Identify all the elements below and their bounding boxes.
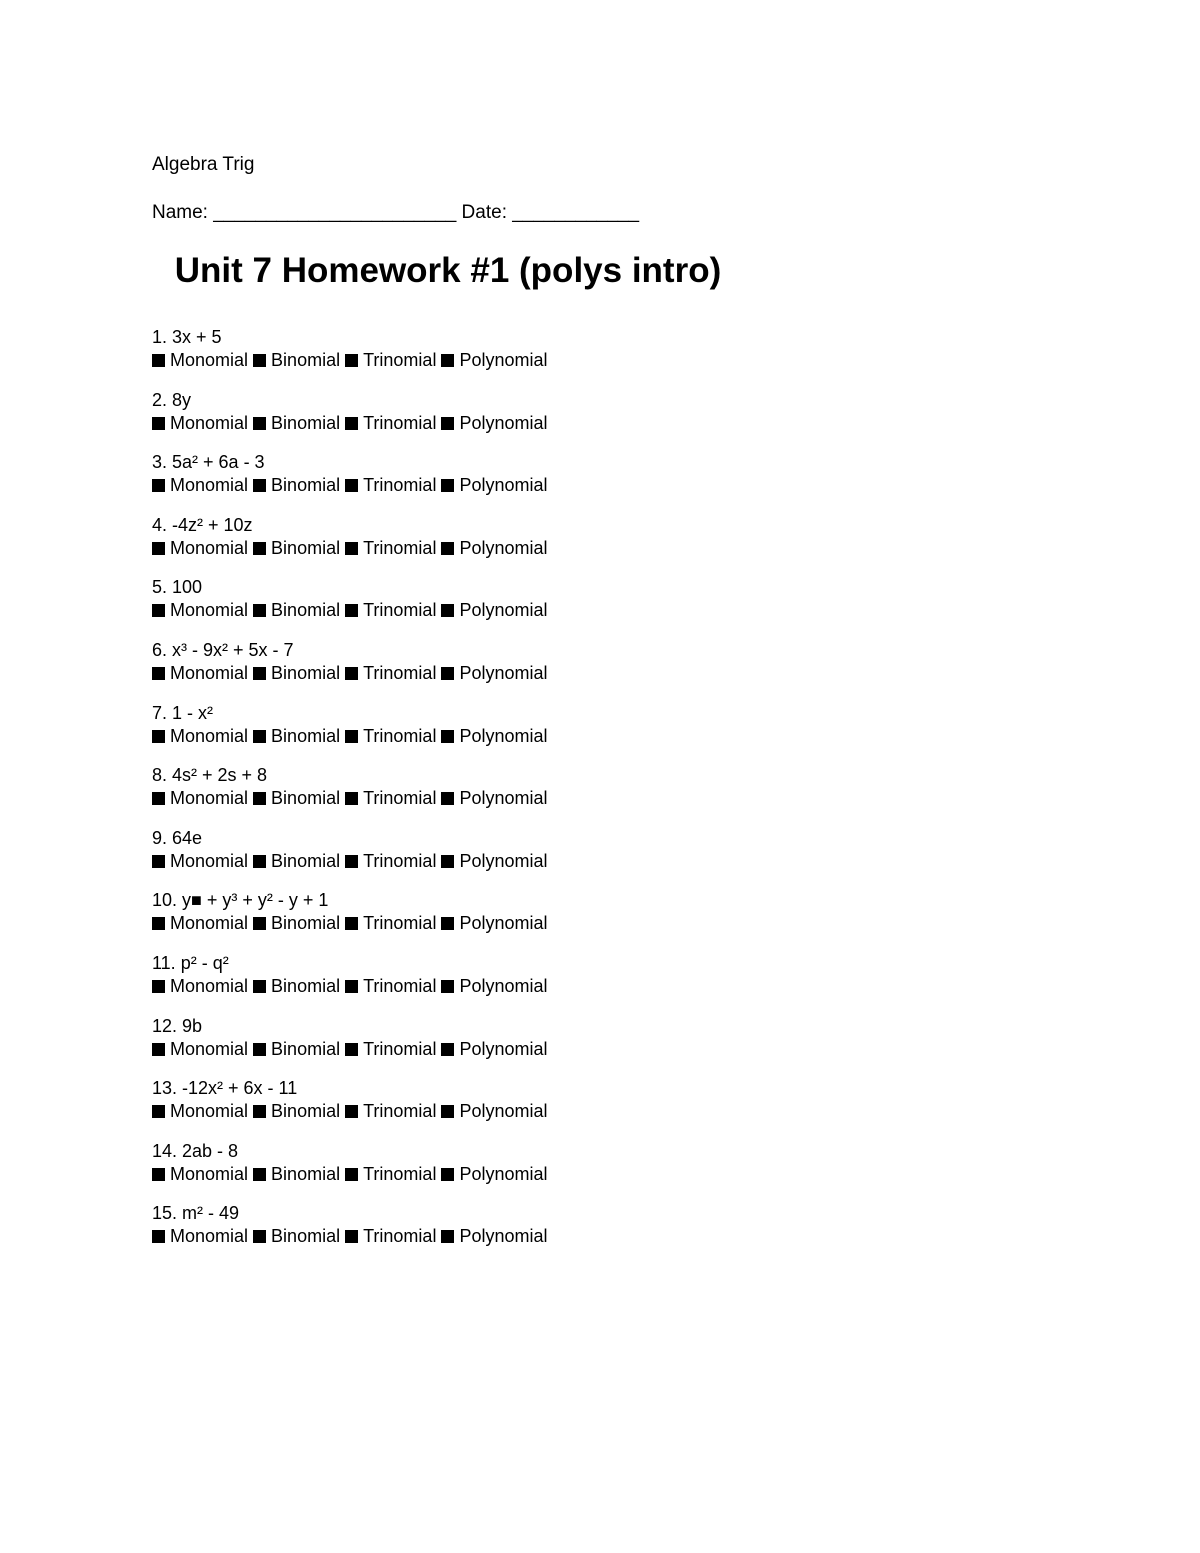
option-label: Monomial — [170, 788, 249, 809]
answer-options — [152, 599, 548, 622]
option-label: Polynomial — [459, 600, 548, 621]
checkbox-polynomial[interactable] — [441, 917, 454, 930]
question-3 — [152, 451, 548, 514]
option-label: Monomial — [170, 1226, 249, 1247]
checkbox-trinomial[interactable] — [345, 792, 358, 805]
question-13 — [152, 1077, 548, 1140]
question-text: 3. 5a² + 6a - 3 — [152, 452, 265, 473]
checkbox-monomial[interactable] — [152, 542, 165, 555]
answer-options — [152, 725, 548, 748]
option-label: Polynomial — [459, 850, 548, 871]
option-label: Trinomial — [363, 725, 437, 746]
checkbox-monomial[interactable] — [152, 917, 165, 930]
checkbox-trinomial[interactable] — [345, 604, 358, 617]
question-4 — [152, 514, 548, 577]
answer-options — [152, 537, 548, 560]
question-10 — [152, 889, 548, 952]
checkbox-binomial[interactable] — [253, 604, 266, 617]
checkbox-polynomial[interactable] — [441, 542, 454, 555]
checkbox-trinomial[interactable] — [345, 1043, 358, 1056]
question-text: 10. y■ + y³ + y² - y + 1 — [152, 890, 329, 911]
question-9 — [152, 827, 548, 890]
checkbox-polynomial[interactable] — [441, 479, 454, 492]
option-label: Binomial — [271, 850, 341, 871]
question-8 — [152, 764, 548, 827]
question-2 — [152, 389, 548, 452]
option-label: Trinomial — [363, 1101, 437, 1122]
answer-options — [152, 975, 548, 998]
option-label: Trinomial — [363, 662, 437, 683]
option-label: Polynomial — [459, 913, 548, 934]
option-label: Monomial — [170, 350, 249, 370]
checkbox-binomial[interactable] — [253, 354, 266, 367]
question-6 — [152, 639, 548, 702]
checkbox-monomial[interactable] — [152, 604, 165, 617]
checkbox-binomial[interactable] — [253, 855, 266, 868]
option-label: Trinomial — [363, 412, 437, 433]
checkbox-monomial[interactable] — [152, 730, 165, 743]
question-text: 2. 8y — [152, 389, 192, 410]
option-label: Binomial — [271, 537, 341, 558]
course-name: Algebra Trig — [152, 154, 255, 175]
checkbox-polynomial[interactable] — [441, 1043, 454, 1056]
question-text: 4. -4z² + 10z — [152, 514, 253, 535]
option-label: Binomial — [271, 475, 341, 496]
checkbox-monomial[interactable] — [152, 1230, 165, 1243]
option-label: Polynomial — [459, 475, 548, 496]
checkbox-trinomial[interactable] — [345, 980, 358, 993]
checkbox-binomial[interactable] — [253, 479, 266, 492]
question-5 — [152, 576, 548, 639]
checkbox-trinomial[interactable] — [345, 479, 358, 492]
checkbox-monomial[interactable] — [152, 855, 165, 868]
checkbox-monomial[interactable] — [152, 667, 165, 680]
option-label: Binomial — [271, 788, 341, 809]
option-label: Polynomial — [459, 975, 548, 996]
checkbox-monomial[interactable] — [152, 417, 165, 430]
option-label: Trinomial — [363, 850, 437, 871]
option-label: Polynomial — [459, 1163, 548, 1184]
checkbox-trinomial[interactable] — [345, 542, 358, 555]
question-text: 11. p² - q² — [152, 952, 229, 973]
option-label: Binomial — [271, 1226, 341, 1247]
checkbox-binomial[interactable] — [253, 1230, 266, 1243]
option-label: Trinomial — [363, 475, 437, 496]
checkbox-binomial[interactable] — [253, 1168, 266, 1181]
checkbox-polynomial[interactable] — [441, 855, 454, 868]
option-label: Polynomial — [459, 1038, 548, 1059]
name-date-line: Name: _______________________ Date: ____________ — [152, 202, 640, 223]
answer-options — [152, 1100, 548, 1123]
option-label: Monomial — [170, 537, 249, 558]
question-14 — [152, 1140, 548, 1203]
checkbox-trinomial[interactable] — [345, 1230, 358, 1243]
checkbox-polynomial[interactable] — [441, 1105, 454, 1118]
option-label: Binomial — [271, 600, 341, 621]
option-label: Monomial — [170, 1163, 249, 1184]
checkbox-monomial[interactable] — [152, 1043, 165, 1056]
question-text: 8. 4s² + 2s + 8 — [152, 765, 268, 786]
option-label: Monomial — [170, 850, 249, 871]
question-text: 15. m² - 49 — [152, 1203, 240, 1224]
option-label: Monomial — [170, 412, 249, 433]
question-11 — [152, 952, 548, 1015]
option-label: Trinomial — [363, 600, 437, 621]
checkbox-monomial[interactable] — [152, 1105, 165, 1118]
checkbox-monomial[interactable] — [152, 354, 165, 367]
option-label: Polynomial — [459, 350, 548, 370]
answer-options — [152, 412, 548, 435]
checkbox-polynomial[interactable] — [441, 354, 454, 367]
option-label: Monomial — [170, 913, 249, 934]
question-text: 7. 1 - x² — [152, 702, 214, 723]
question-text: 13. -12x² + 6x - 11 — [152, 1078, 298, 1099]
checkbox-polynomial[interactable] — [441, 417, 454, 430]
checkbox-polynomial[interactable] — [441, 1168, 454, 1181]
checkbox-polynomial[interactable] — [441, 792, 454, 805]
checkbox-trinomial[interactable] — [345, 417, 358, 430]
option-label: Binomial — [271, 662, 341, 683]
answer-options — [152, 787, 548, 810]
option-label: Polynomial — [459, 1101, 548, 1122]
option-label: Trinomial — [363, 788, 437, 809]
answer-options — [152, 349, 548, 372]
option-label: Trinomial — [363, 350, 437, 370]
checkbox-binomial[interactable] — [253, 730, 266, 743]
checkbox-trinomial[interactable] — [345, 667, 358, 680]
checkbox-trinomial[interactable] — [345, 1168, 358, 1181]
option-label: Trinomial — [363, 1163, 437, 1184]
option-label: Trinomial — [363, 537, 437, 558]
checkbox-binomial[interactable] — [253, 917, 266, 930]
checkbox-binomial[interactable] — [253, 667, 266, 680]
checkbox-monomial[interactable] — [152, 479, 165, 492]
checkbox-trinomial[interactable] — [345, 730, 358, 743]
checkbox-binomial[interactable] — [253, 1043, 266, 1056]
option-label: Polynomial — [459, 412, 548, 433]
answer-options — [152, 912, 548, 935]
checkbox-binomial[interactable] — [253, 542, 266, 555]
option-label: Binomial — [271, 1038, 341, 1059]
checkbox-binomial[interactable] — [253, 417, 266, 430]
checkbox-polynomial[interactable] — [441, 1230, 454, 1243]
option-label: Polynomial — [459, 662, 548, 683]
checkbox-trinomial[interactable] — [345, 917, 358, 930]
option-label: Monomial — [170, 600, 249, 621]
checkbox-monomial[interactable] — [152, 792, 165, 805]
checkbox-trinomial[interactable] — [345, 855, 358, 868]
worksheet-title — [152, 250, 1048, 292]
option-label: Binomial — [271, 725, 341, 746]
question-text: 12. 9b — [152, 1015, 203, 1036]
option-label: Binomial — [271, 412, 341, 433]
checkbox-binomial[interactable] — [253, 792, 266, 805]
checkbox-trinomial[interactable] — [345, 1105, 358, 1118]
question-text: 6. x³ - 9x² + 5x - 7 — [152, 639, 294, 660]
question-list — [152, 326, 548, 1265]
option-label: Polynomial — [459, 788, 548, 809]
checkbox-monomial[interactable] — [152, 980, 165, 993]
option-label: Monomial — [170, 1038, 249, 1059]
question-text: 5. 100 — [152, 577, 203, 598]
option-label: Trinomial — [363, 1038, 437, 1059]
checkbox-binomial[interactable] — [253, 980, 266, 993]
option-label: Trinomial — [363, 975, 437, 996]
checkbox-binomial[interactable] — [253, 1105, 266, 1118]
option-label: Polynomial — [459, 1226, 548, 1247]
option-label: Binomial — [271, 913, 341, 934]
checkbox-polynomial[interactable] — [441, 730, 454, 743]
option-label: Trinomial — [363, 1226, 437, 1247]
checkbox-polynomial[interactable] — [441, 604, 454, 617]
option-label: Trinomial — [363, 913, 437, 934]
option-label: Binomial — [271, 350, 341, 370]
question-15 — [152, 1202, 548, 1265]
option-label: Binomial — [271, 1163, 341, 1184]
question-12 — [152, 1015, 548, 1078]
answer-options — [152, 1225, 548, 1248]
checkbox-polynomial[interactable] — [441, 980, 454, 993]
option-label: Binomial — [271, 975, 341, 996]
option-label: Binomial — [271, 1101, 341, 1122]
checkbox-monomial[interactable] — [152, 1168, 165, 1181]
option-label: Monomial — [170, 1101, 249, 1122]
answer-options — [152, 662, 548, 685]
checkbox-trinomial[interactable] — [345, 354, 358, 367]
question-text: 14. 2ab - 8 — [152, 1140, 239, 1161]
option-label: Monomial — [170, 662, 249, 683]
worksheet-title-text: Unit 7 Homework #1 (polys intro) — [174, 251, 722, 290]
question-text: 9. 64e — [152, 827, 203, 848]
option-label: Polynomial — [459, 725, 548, 746]
answer-options — [152, 1163, 548, 1186]
option-label: Monomial — [170, 475, 249, 496]
option-label: Monomial — [170, 975, 249, 996]
question-1 — [152, 326, 548, 389]
answer-options — [152, 850, 548, 873]
question-7 — [152, 702, 548, 765]
option-label: Monomial — [170, 725, 249, 746]
option-label: Polynomial — [459, 537, 548, 558]
answer-options — [152, 1038, 548, 1061]
checkbox-polynomial[interactable] — [441, 667, 454, 680]
question-text: 1. 3x + 5 — [152, 327, 222, 347]
answer-options — [152, 474, 548, 497]
